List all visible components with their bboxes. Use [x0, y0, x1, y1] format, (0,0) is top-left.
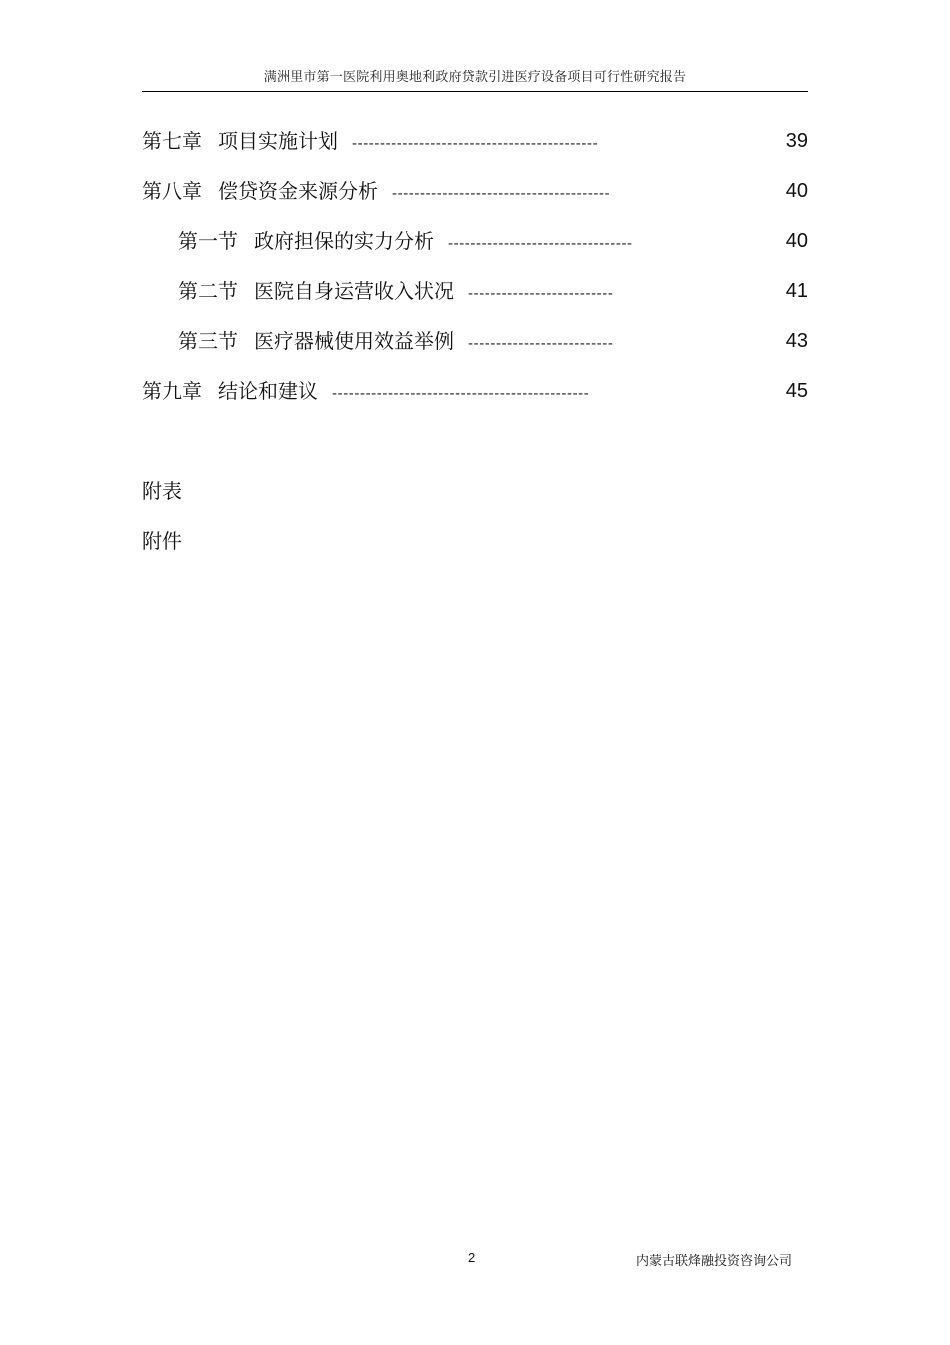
- toc-entry-number: 第一节: [178, 229, 238, 253]
- toc-entry-section-8-1[interactable]: [142, 224, 808, 274]
- footer-page-number: 2: [468, 1250, 476, 1265]
- toc-dot-leader: --------------------------: [468, 285, 614, 302]
- toc-entry-page: 43: [785, 330, 808, 352]
- toc-dot-leader: ----------------------------------------------: [332, 385, 590, 402]
- toc-entry-page: 41: [785, 280, 808, 302]
- toc-entry-section-8-2[interactable]: [142, 274, 808, 324]
- toc-dot-leader: --------------------------------------------: [352, 135, 599, 152]
- toc-entry-title: 偿贷资金来源分析: [218, 179, 378, 203]
- toc-dot-leader: ---------------------------------: [448, 235, 633, 252]
- toc-dot-leader: --------------------------: [468, 335, 614, 352]
- header-divider: [142, 91, 808, 92]
- toc-entry-number: 第七章: [142, 129, 202, 153]
- toc-entry-number: 第二节: [178, 279, 238, 303]
- toc-entry-page: 45: [785, 380, 808, 402]
- appendix-attachments-heading[interactable]: 附件: [142, 529, 182, 553]
- toc-dot-leader: ---------------------------------------: [392, 185, 611, 202]
- toc-entry-number: 第九章: [142, 379, 202, 403]
- toc-entry-page: 40: [785, 180, 808, 202]
- toc-entry-title: 医疗器械使用效益举例: [254, 329, 454, 353]
- toc-entry-section-8-3[interactable]: [142, 324, 808, 374]
- toc-entry-page: 39: [785, 130, 808, 152]
- table-of-contents: [142, 124, 808, 424]
- toc-entry-title: 医院自身运营收入状况: [254, 279, 454, 303]
- toc-entry-chapter-7[interactable]: [142, 124, 808, 174]
- toc-entry-title: 政府担保的实力分析: [254, 229, 434, 253]
- toc-entry-number: 第八章: [142, 179, 202, 203]
- toc-entry-title: 项目实施计划: [218, 129, 338, 153]
- toc-entry-page: 40: [785, 230, 808, 252]
- toc-entry-chapter-9[interactable]: [142, 374, 808, 424]
- page-header-title: 满洲里市第一医院利用奥地利政府贷款引进医疗设备项目可行性研究报告: [263, 70, 687, 85]
- toc-entry-number: 第三节: [178, 329, 238, 353]
- toc-entry-title: 结论和建议: [218, 379, 318, 403]
- toc-entry-chapter-8[interactable]: [142, 174, 808, 224]
- footer-company-name: 内蒙古联烽融投资咨询公司: [636, 1254, 793, 1269]
- appendix-tables-heading[interactable]: 附表: [142, 479, 182, 503]
